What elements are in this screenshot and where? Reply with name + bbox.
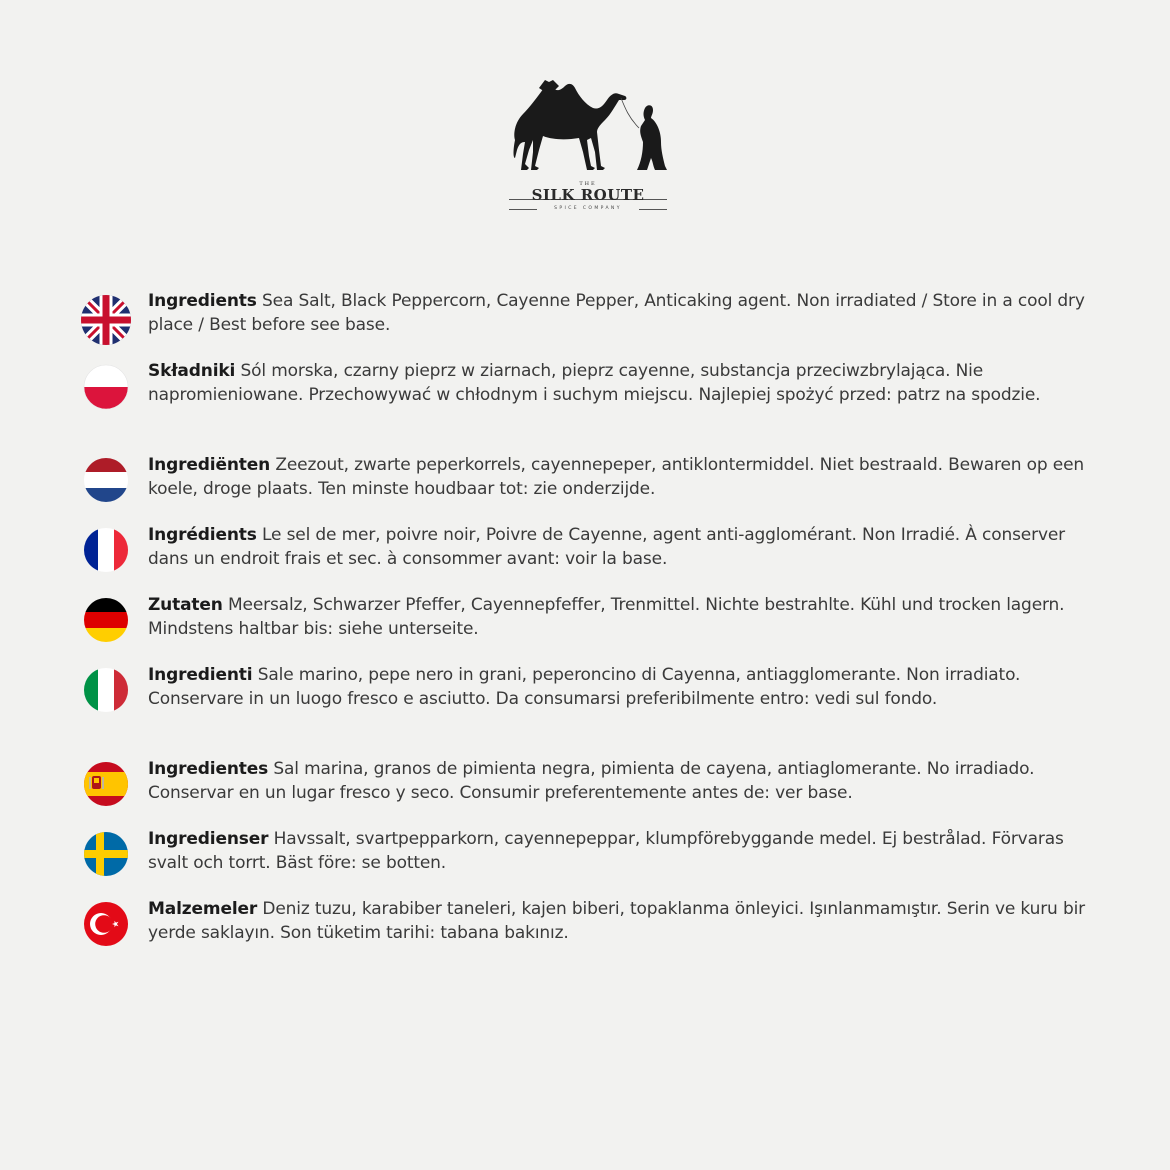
entry-label: Ingredientes [148,759,269,779]
turkey-flag-icon [81,899,131,949]
ingredients-entry-swedish [148,828,1108,875]
ingredients-entry-spanish [148,758,1108,805]
entry-text: Meersalz, Schwarzer Pfeffer, Cayennepfeffer, Trenmittel. Nichte bestrahlte. Kühl und trocken lagern. Mindstens haltbar bis: siehe unterseite. [148,595,1065,639]
entry-label: Zutaten [148,595,223,615]
entry-label: Ingredients [148,291,257,311]
entry-text: Sól morska, czarny pieprz w ziarnach, pieprz cayenne, substancja przeciwzbrylająca. Nie napromieniowane. Przechowywać w chłodnym i suchym miejscu. Najlepiej spożyć przed: patrz na spodzie. [148,361,1041,405]
netherlands-flag-icon [81,455,131,505]
entry-text: Zeezout, zwarte peperkorrels, cayennepeper, antiklontermiddel. Niet bestraald. Bewaren op een koele, droge plaats. Ten minste houdbaar tot: zie onderzijde. [148,455,1085,499]
entry-label: Ingredienser [148,829,269,849]
entry-label: Malzemeler [148,899,258,919]
entry-text: Sal marina, granos de pimienta negra, pimienta de cayena, antiaglomerante. No irradiado. Conservar en un lugar fresco y seco. Consumir preferentemente antes de: ver base. [148,759,1035,803]
ingredients-entry-french [148,524,1108,571]
logo-name-text: SILK ROUTE [531,186,645,204]
ingredients-entry-turkish [148,898,1108,945]
entry-label: Ingredienti [148,665,253,685]
entry-text: Havssalt, svartpepparkorn, cayennepeppar, klumpförebyggande medel. Ej bestrålad. Förvaras svalt och torrt. Bäst före: se botten. [148,829,1064,873]
spain-flag-icon [81,759,131,809]
ingredients-entry-polish [148,360,1108,407]
italy-flag-icon [81,665,131,715]
entry-label: Ingrediënten [148,455,271,475]
sweden-flag-icon [81,829,131,879]
logo-subtitle-text: SPICE COMPANY [554,206,622,211]
entry-text: Sea Salt, Black Peppercorn, Cayenne Pepper, Anticaking agent. Non irradiated / Store in a cool dry place / Best before see base. [148,291,1085,335]
ingredients-entry-dutch [148,454,1108,501]
entry-text: Deniz tuzu, karabiber taneleri, kajen biberi, topaklanma önleyici. Işınlanmamıştır. Serin ve kuru bir yerde saklayın. Son tüketim tarihi: tabana bakınız. [148,899,1085,943]
ingredients-entry-german [148,594,1108,641]
logo-sub-line-right [639,209,667,210]
ingredients-entry-italian [148,664,1108,711]
logo-the-text: THE [579,181,597,187]
france-flag-icon [81,525,131,575]
germany-flag-icon [81,595,131,645]
entry-text: Sale marino, pepe nero in grani, peperoncino di Cayenna, antiagglomerante. Non irradiato. Conservare in un luogo fresco e asciutto. Da consumarsi preferibilmente entro: vedi sul fondo. [148,665,1021,709]
entry-label: Ingrédients [148,525,257,545]
entry-text: Le sel de mer, poivre noir, Poivre de Cayenne, agent anti-agglomérant. Non Irradié. À conserver dans un endroit frais et sec. à consommer avant: voir la base. [148,525,1066,569]
entry-label: Składniki [148,361,236,381]
poland-flag-icon [81,362,131,412]
camel-and-rider-logo-icon [505,78,671,178]
silk-route-logo [505,78,671,218]
ingredients-entry-english [148,290,1108,337]
uk-flag-icon [81,295,131,345]
